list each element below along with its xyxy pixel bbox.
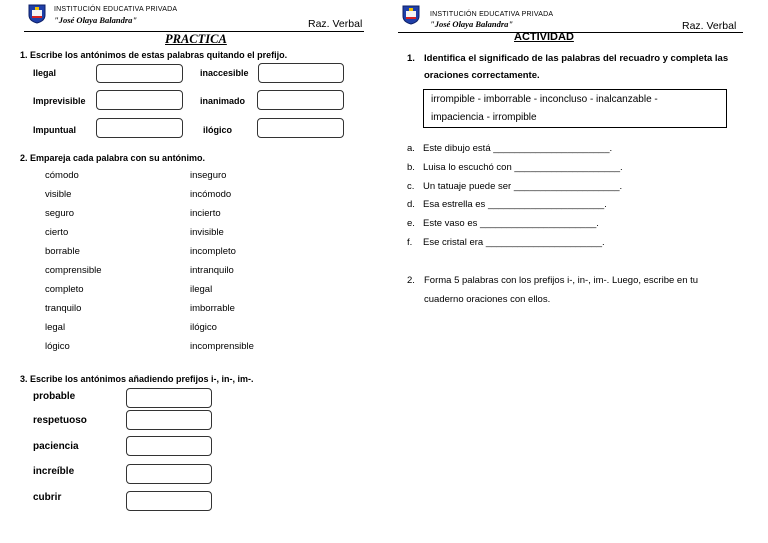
institution-name: "José Olaya Balandra" — [54, 15, 138, 25]
item-sentence: Este dibujo está ______________________. — [423, 143, 613, 154]
answer-box[interactable] — [126, 491, 212, 511]
institution-name: "José Olaya Balandra" — [430, 19, 514, 29]
q1-prompt-line1: Identifica el significado de las palabras del recuadro y completa las — [424, 53, 729, 64]
item-letter: b. — [407, 162, 415, 173]
q1-prompt: 1. Escribe los antónimos de estas palabras quitando el prefijo. — [20, 50, 288, 60]
item-letter: f. — [407, 237, 413, 248]
item-sentence: Ese cristal era ______________________. — [423, 237, 605, 248]
q3-word: cubrir — [33, 492, 62, 503]
match-word-right: ilógico — [190, 322, 217, 333]
item-letter: a. — [407, 143, 415, 154]
q1-word: Imprevisible — [33, 96, 86, 106]
q1-word: inanimado — [200, 96, 246, 106]
match-word-left: comprensible — [45, 265, 102, 276]
match-word-left: seguro — [45, 208, 75, 219]
school-crest-icon — [402, 5, 420, 25]
subject-label: Raz. Verbal — [308, 18, 363, 30]
q3-word: respetuoso — [33, 415, 87, 426]
q3-word: probable — [33, 391, 76, 402]
item-letter: c. — [407, 181, 415, 192]
answer-box[interactable] — [126, 388, 212, 408]
answer-box[interactable] — [257, 90, 344, 110]
school-crest-icon — [28, 4, 46, 24]
match-word-left: tranquilo — [45, 303, 82, 314]
q2-line1: Forma 5 palabras con los prefijos i-, in-, im-. Luego, escribe en tu — [424, 275, 699, 286]
match-word-left: completo — [45, 284, 84, 295]
answer-box[interactable] — [126, 464, 212, 484]
match-word-right: incierto — [190, 208, 221, 219]
q1-prompt-line2: oraciones correctamente. — [424, 70, 540, 81]
institution-prefix: INSTITUCIÓN EDUCATIVA PRIVADA — [54, 6, 178, 13]
q1-word: Impuntual — [33, 125, 76, 135]
answer-box[interactable] — [126, 436, 212, 456]
match-word-right: incomprensible — [190, 341, 254, 352]
subject-label: Raz. Verbal — [682, 20, 737, 32]
answer-box[interactable] — [126, 410, 212, 430]
word-box — [423, 89, 727, 128]
word-box-line2: impaciencia - irrompible — [431, 112, 537, 123]
page-title-practica: PRACTICA — [165, 32, 227, 46]
match-word-left: cierto — [45, 227, 69, 238]
match-word-left: cómodo — [45, 170, 79, 181]
match-word-right: incómodo — [190, 189, 232, 200]
q1-word: ilógico — [203, 125, 232, 135]
q1-number: 1. — [407, 53, 415, 64]
match-word-right: intranquilo — [190, 265, 234, 276]
item-sentence: Este vaso es ______________________. — [423, 218, 599, 229]
institution-prefix: INSTITUCIÓN EDUCATIVA PRIVADA — [430, 11, 554, 18]
q2-line2: cuaderno oraciones con ellos. — [424, 294, 551, 305]
q2-number: 2. — [407, 275, 415, 286]
match-word-left: borrable — [45, 246, 80, 257]
match-word-right: invisible — [190, 227, 224, 238]
page-title-actividad: ACTIVIDAD — [514, 31, 574, 43]
match-word-right: incompleto — [190, 246, 236, 257]
item-sentence: Esa estrella es ______________________. — [423, 199, 607, 210]
word-box-line1: irrompible - imborrable - inconcluso - inalcanzable - — [431, 94, 658, 105]
match-word-right: inseguro — [190, 170, 227, 181]
q3-word: paciencia — [33, 441, 79, 452]
match-word-right: imborrable — [190, 303, 235, 314]
answer-box[interactable] — [96, 90, 183, 110]
match-word-left: visible — [45, 189, 72, 200]
item-letter: e. — [407, 218, 415, 229]
answer-box[interactable] — [257, 118, 344, 138]
answer-box[interactable] — [96, 64, 183, 83]
answer-box[interactable] — [258, 63, 344, 83]
q3-prompt: 3. Escribe los antónimos añadiendo prefijos i-, in-, im-. — [20, 374, 254, 384]
match-word-left: legal — [45, 322, 66, 333]
q1-word: Ilegal — [33, 68, 57, 78]
match-word-left: lógico — [45, 341, 70, 352]
q2-prompt: 2. Empareja cada palabra con su antónimo. — [20, 153, 206, 163]
item-sentence: Un tatuaje puede ser ____________________. — [423, 181, 623, 192]
q1-word: inaccesible — [200, 68, 249, 78]
q3-word: increíble — [33, 466, 75, 477]
item-letter: d. — [407, 199, 415, 210]
item-sentence: Luisa lo escuchó con ____________________. — [423, 162, 623, 173]
match-word-right: ilegal — [190, 284, 213, 295]
answer-box[interactable] — [96, 118, 183, 138]
